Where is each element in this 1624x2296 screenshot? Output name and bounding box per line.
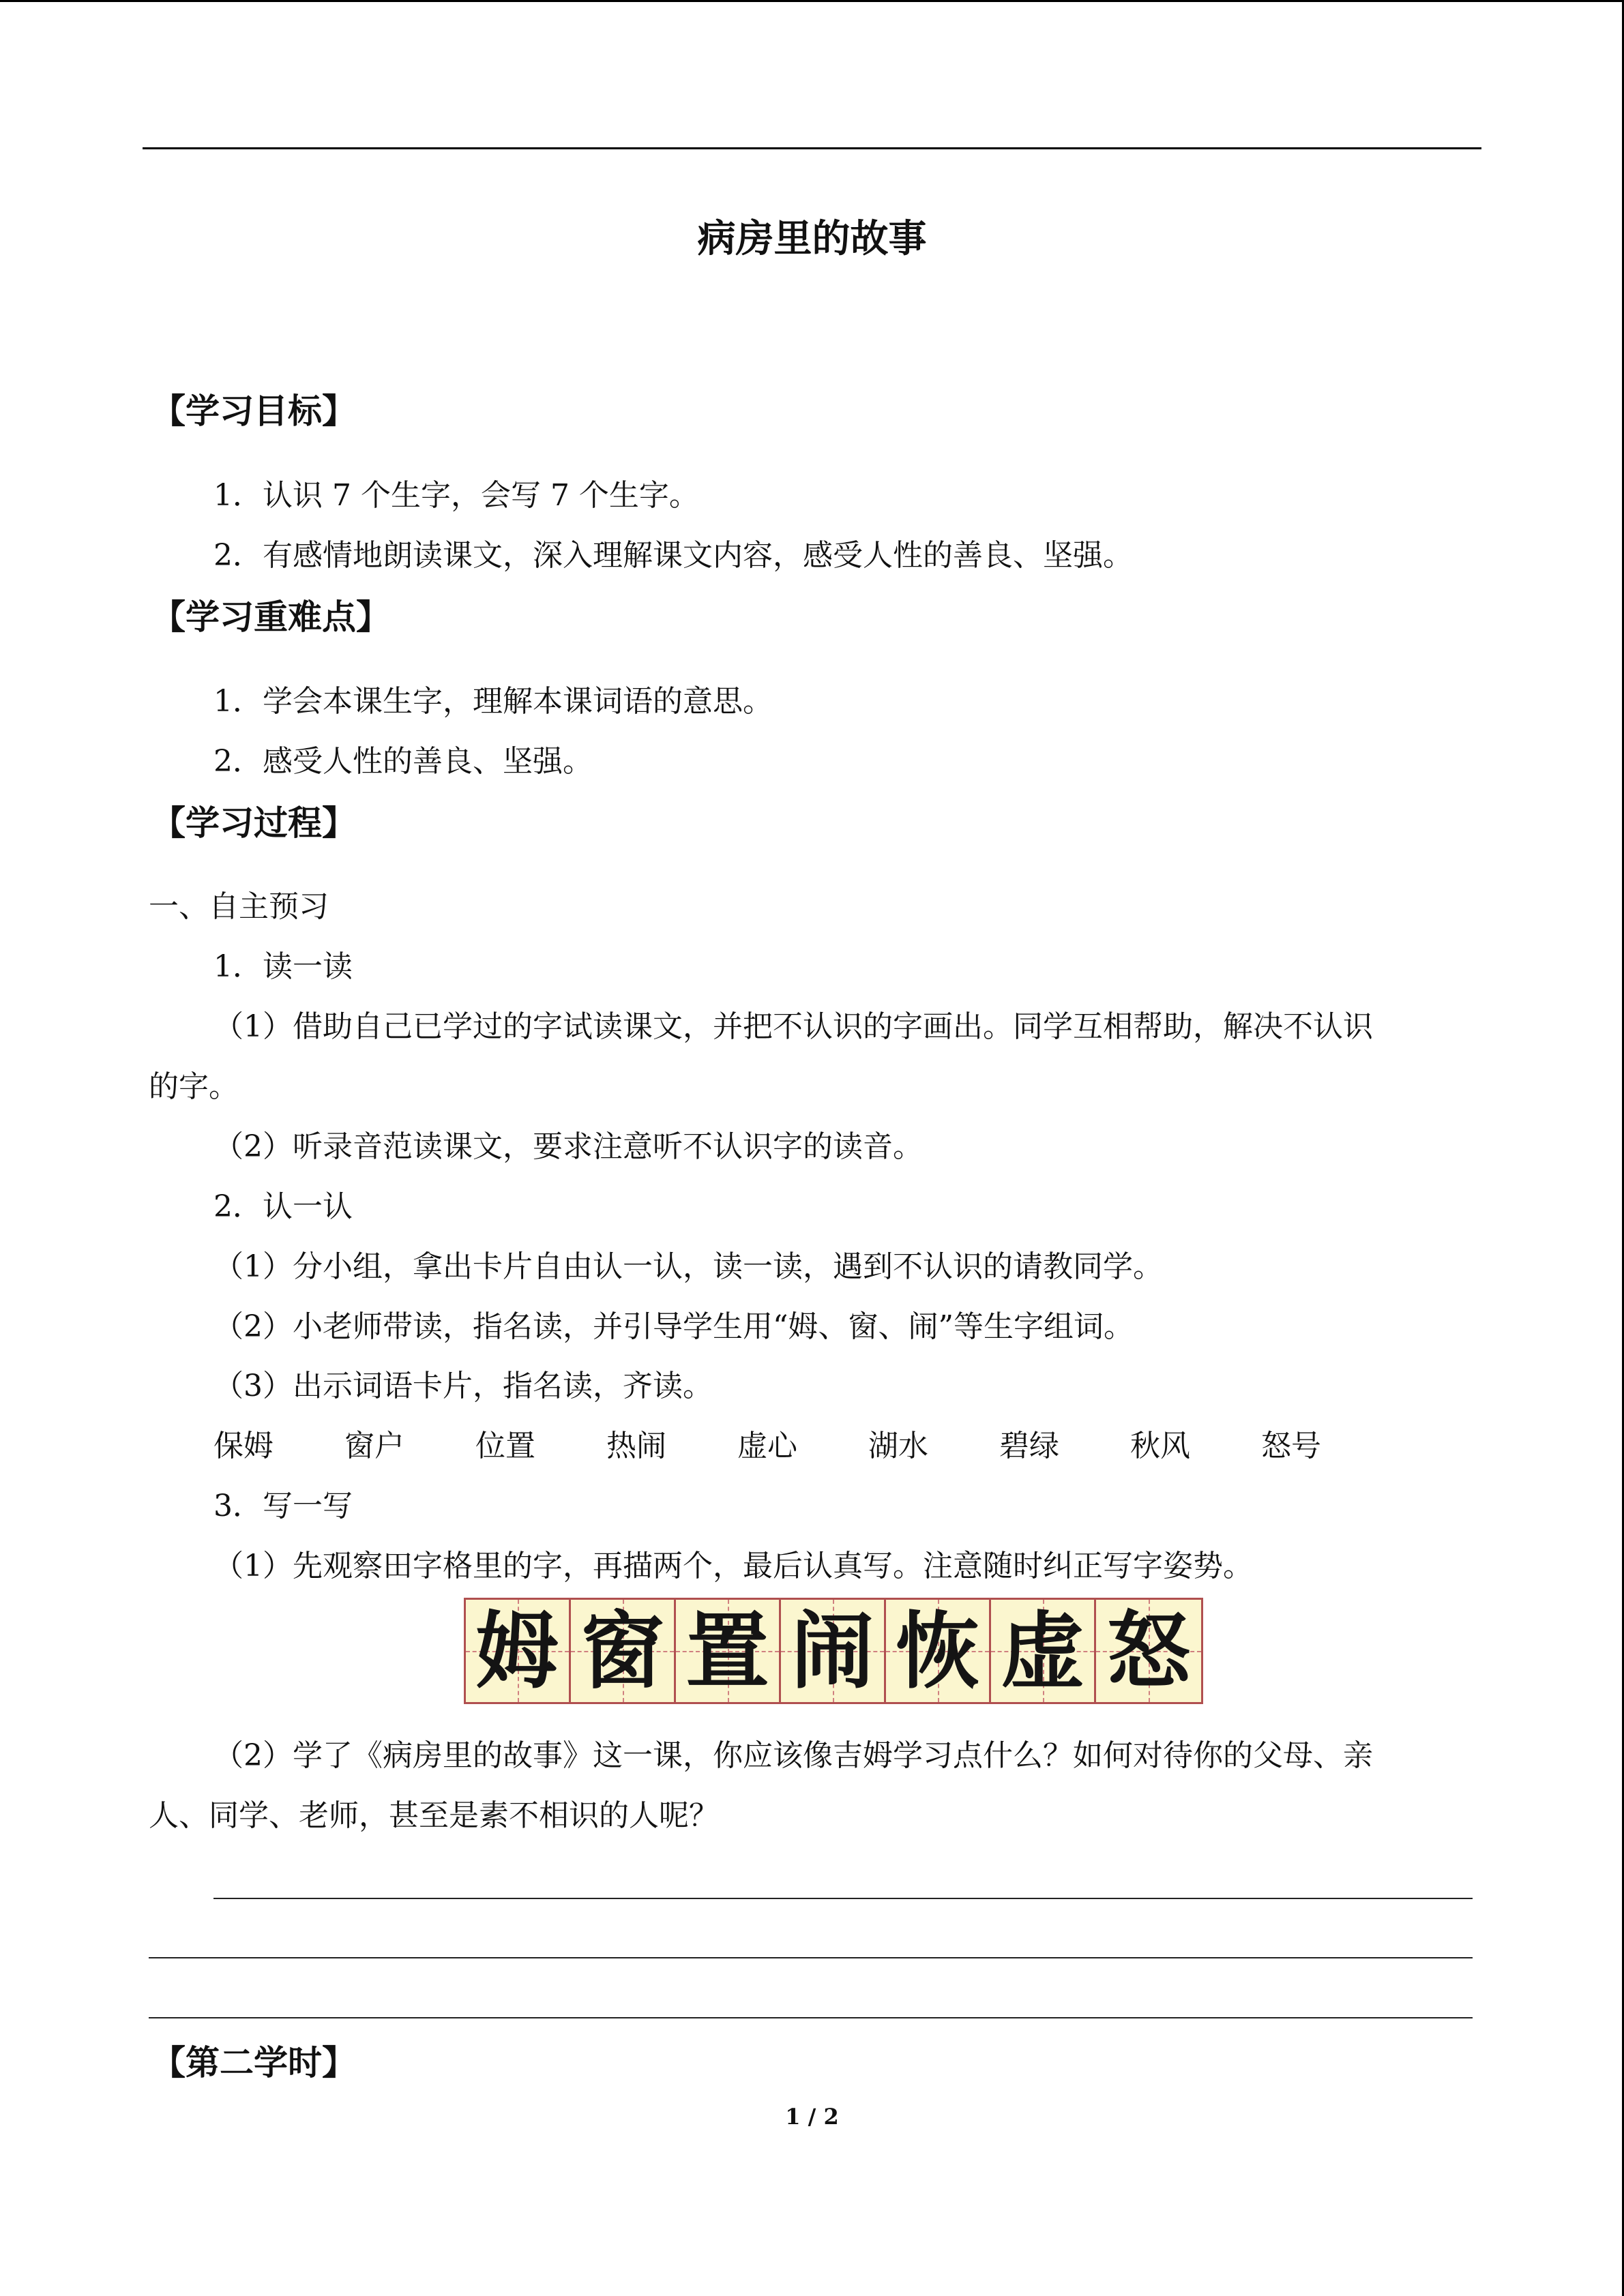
header-rule: [143, 147, 1481, 149]
answer-line[interactable]: [149, 1957, 1473, 1958]
tianzige-cell: [1096, 1600, 1201, 1702]
page-title: 病房里的故事: [697, 216, 927, 261]
tianzige-character: 置: [685, 1602, 769, 1700]
tianzige-cell: [991, 1600, 1096, 1702]
objective-item: 2．有感情地朗读课文，深入理解课文内容，感受人性的善良、坚强。: [213, 538, 1133, 573]
vocab-word: 怒号: [1261, 1429, 1321, 1463]
vocab-word: 位置: [475, 1429, 535, 1463]
section-heading-second-lesson: 【第二学时】: [151, 2043, 356, 2083]
vocab-word: 窗户: [344, 1429, 404, 1463]
write-item-2-line-2: 人、同学、老师，甚至是素不相识的人呢？: [149, 1798, 719, 1833]
tianzige-cell: [466, 1600, 571, 1702]
key-point-item: 2．感受人性的善良、坚强。: [213, 744, 593, 779]
tianzige-character: 恢: [896, 1602, 979, 1700]
tianzige-character: 怒: [1107, 1602, 1190, 1700]
vocab-word: 保姆: [213, 1429, 274, 1463]
vocab-word: 秋风: [1130, 1429, 1190, 1463]
tianzige-cell: [781, 1600, 886, 1702]
read-item-2: （2）听录音范读课文，要求注意听不认识字的读音。: [213, 1129, 923, 1164]
vocab-word: 虚心: [737, 1429, 797, 1463]
tianzige-character: 窗: [580, 1602, 664, 1700]
tianzige-character: 姆: [475, 1602, 559, 1700]
read-heading: 1．读一读: [213, 949, 353, 984]
section-heading-key-points: 【学习重难点】: [151, 597, 390, 637]
tianzige-cell: [886, 1600, 991, 1702]
recognize-item-3: （3）出示词语卡片，指名读，齐读。: [213, 1369, 713, 1403]
key-point-item: 1．学会本课生字，理解本课词语的意思。: [213, 684, 773, 719]
tianzige-cell: [676, 1600, 781, 1702]
section-heading-objectives: 【学习目标】: [151, 391, 356, 431]
answer-line[interactable]: [149, 2017, 1473, 2018]
page-number: 1 / 2: [785, 2104, 839, 2130]
recognize-heading: 2．认一认: [213, 1189, 353, 1224]
page-border-top: [0, 0, 1624, 2]
recognize-item-1: （1）分小组，拿出卡片自由认一认，读一读，遇到不认识的请教同学。: [213, 1249, 1163, 1284]
read-item-1-line-2: 的字。: [149, 1069, 239, 1104]
tianzige-cell: [571, 1600, 676, 1702]
tianzige-character: 闹: [791, 1602, 874, 1700]
recognize-item-2: （2）小老师带读，指名读，并引导学生用“姆、窗、闹”等生字组词。: [213, 1309, 1134, 1344]
vocab-word: 碧绿: [999, 1429, 1059, 1463]
answer-line[interactable]: [213, 1898, 1473, 1899]
vocab-word: 热闹: [606, 1429, 666, 1463]
objective-item: 1．认识 7 个生字，会写 7 个生字。: [213, 478, 699, 513]
read-item-1-line-1: （1）借助自己已学过的字试读课文，并把不认识的字画出。同学互相帮助，解决不认识: [213, 1009, 1373, 1044]
write-heading: 3．写一写: [213, 1489, 353, 1523]
tianzige-grid: [464, 1598, 1203, 1704]
write-item-1: （1）先观察田字格里的字，再描两个，最后认真写。注意随时纠正写字姿势。: [213, 1549, 1253, 1583]
vocab-word: 湖水: [868, 1429, 928, 1463]
write-item-2-line-1: （2）学了《病房里的故事》这一课，你应该像吉姆学习点什么？如何对待你的父母、亲: [213, 1738, 1373, 1773]
process-part-heading: 一、自主预习: [149, 889, 329, 924]
tianzige-character: 虚: [1001, 1602, 1084, 1700]
section-heading-process: 【学习过程】: [151, 803, 356, 843]
